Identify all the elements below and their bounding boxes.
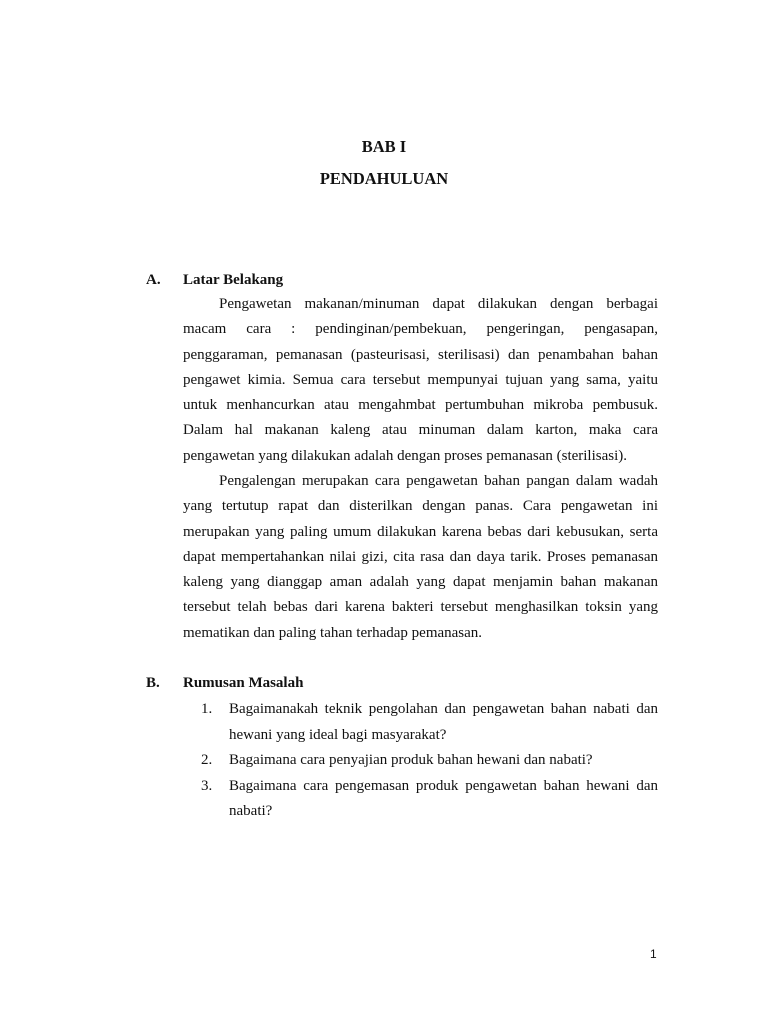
list-item-number: 2. [201,752,213,768]
list-item-text: Bagaimanakah teknik pengolahan dan pengawetan bahan nabati dan hewani yang ideal bagi masyarakat? [229,701,658,743]
list-item [201,748,658,774]
page-number: 1 [650,947,657,961]
chapter-label: BAB I [361,137,407,156]
section-a-letter: A. [146,272,161,288]
section-b-title: Rumusan Masalah [183,675,304,691]
chapter-title: PENDAHULUAN [319,169,449,188]
list-item-text: Bagaimana cara pengemasan produk pengawetan bahan hewani dan nabati? [229,777,658,819]
section-a-title: Latar Belakang [183,272,284,288]
list-item-number: 1. [201,701,213,717]
list-item [201,774,658,825]
problem-list [201,697,658,825]
section-b-letter: B. [146,675,160,691]
section-a-paragraph-1: Pengawetan makanan/minuman dapat dilakukan dengan berbagai macam cara : pendinginan/pembekuan, pengeringan, pengasapan, penggaraman, pemanasan (pasteurisasi, sterilisasi) dan penambahan bahan pengawet kimia. Semua cara tersebut mempunyai tujuan yang sama, yaitu untuk menhancurkan atau mengahmbat pertumbuhan mikroba pembusuk. Dalam hal makanan kaleng atau minuman dalam karton, maka cara pengawetan yang dilakukan adalah dengan proses pemanasan (sterilisasi). [183,296,658,464]
section-a-paragraph-2: Pengalengan merupakan cara pengawetan bahan pangan dalam wadah yang tertutup rapat dan disterilkan dengan panas. Cara pengawetan ini merupakan yang paling umum dilakukan karena bebas dari kebusukan, serta dapat mempertahankan nilai gizi, cita rasa dan daya tarik. Proses pemanasan kaleng yang dianggap aman adalah yang dapat menjamin bahan makanan tersebut telah bebas dari karena bakteri tersebut menghasilkan toksin yang mematikan dan paling tahan terhadap pemanasan. [183,473,658,641]
list-item-text: Bagaimana cara penyajian produk bahan hewani dan nabati? [229,752,593,768]
list-item [201,697,658,748]
list-item-number: 3. [201,777,213,794]
